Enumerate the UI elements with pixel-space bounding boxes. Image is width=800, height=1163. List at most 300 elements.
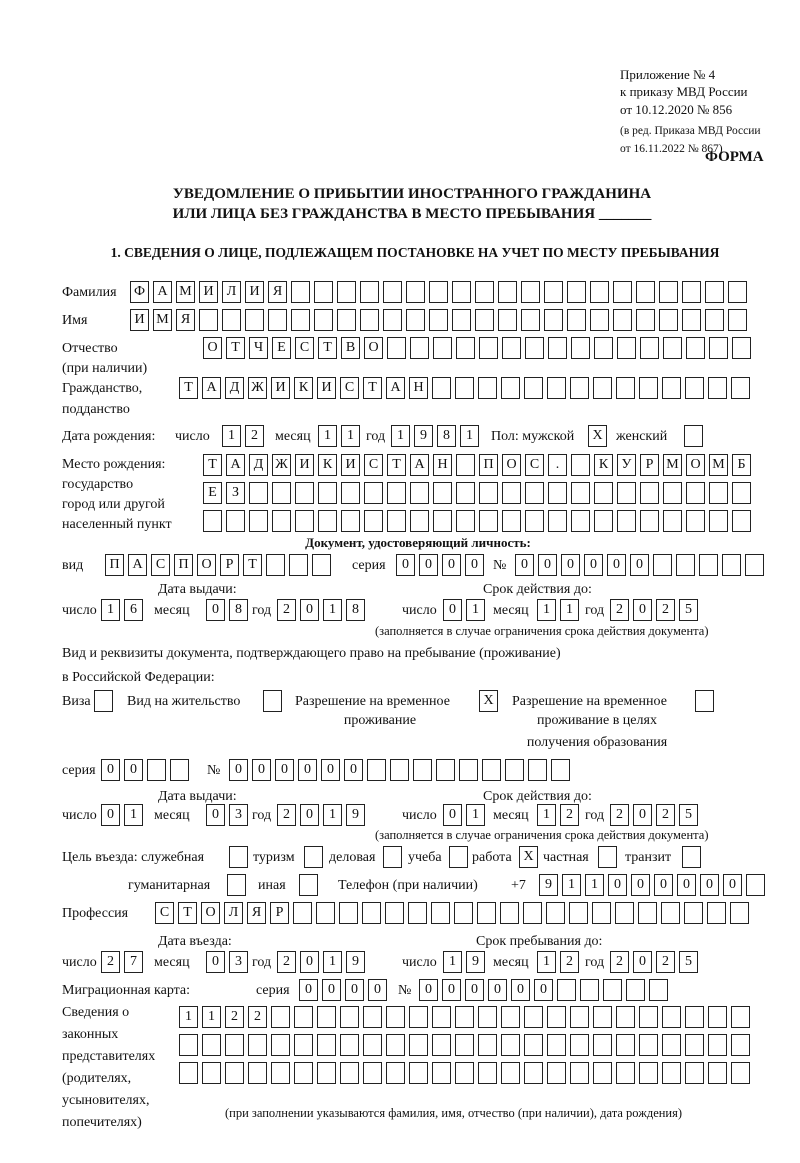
char-cell[interactable]: Д [249,454,268,476]
purpose-humanitarian-checkbox[interactable] [227,874,246,896]
char-cell[interactable]: 1 [562,874,581,896]
char-cell[interactable]: О [502,454,521,476]
char-cell[interactable] [524,1034,543,1056]
char-cell[interactable] [709,510,728,532]
char-cell[interactable]: О [197,554,216,576]
char-cell[interactable] [613,309,632,331]
char-cell[interactable]: 5 [679,599,698,621]
char-cell[interactable] [226,510,245,532]
char-cell[interactable]: 0 [229,759,248,781]
char-cell[interactable] [708,377,727,399]
char-cell[interactable]: 0 [654,874,673,896]
char-cell[interactable] [432,1034,451,1056]
char-cell[interactable]: О [364,337,383,359]
char-cell[interactable] [432,1006,451,1028]
char-cell[interactable]: 1 [537,804,556,826]
char-cell[interactable]: 0 [443,599,462,621]
char-cell[interactable]: Л [222,281,241,303]
char-cell[interactable] [547,1062,566,1084]
purpose-tourism-checkbox[interactable] [304,846,323,868]
char-cell[interactable]: С [155,902,174,924]
char-cell[interactable] [546,902,565,924]
char-cell[interactable] [699,554,718,576]
char-cell[interactable]: И [341,454,360,476]
char-cell[interactable]: 0 [465,554,484,576]
char-cell[interactable]: 9 [346,804,365,826]
char-cell[interactable]: 5 [679,951,698,973]
doc-number-field[interactable] [515,554,764,576]
char-cell[interactable]: С [295,337,314,359]
char-cell[interactable] [557,979,576,1001]
char-cell[interactable]: Е [272,337,291,359]
char-cell[interactable]: 2 [610,951,629,973]
char-cell[interactable] [685,377,704,399]
stay-number-field[interactable] [229,759,570,781]
char-cell[interactable]: 2 [610,599,629,621]
char-cell[interactable] [548,337,567,359]
char-cell[interactable] [502,337,521,359]
char-cell[interactable]: 2 [101,951,120,973]
char-cell[interactable] [387,482,406,504]
char-cell[interactable] [271,1062,290,1084]
char-cell[interactable]: 1 [443,951,462,973]
char-cell[interactable] [452,309,471,331]
char-cell[interactable] [731,1062,750,1084]
char-cell[interactable]: Б [732,454,751,476]
char-cell[interactable]: Т [387,454,406,476]
char-cell[interactable]: 2 [245,425,264,447]
sex-male-checkbox[interactable]: X [588,425,607,447]
birth-day-field[interactable] [222,425,264,447]
char-cell[interactable]: О [201,902,220,924]
char-cell[interactable]: 1 [124,804,143,826]
char-cell[interactable] [570,377,589,399]
profession-field[interactable] [155,902,749,924]
char-cell[interactable] [409,1034,428,1056]
char-cell[interactable] [413,759,432,781]
char-cell[interactable]: . [548,454,567,476]
char-cell[interactable]: Д [225,377,244,399]
char-cell[interactable] [571,510,590,532]
char-cell[interactable]: 0 [723,874,742,896]
char-cell[interactable]: А [410,454,429,476]
char-cell[interactable] [547,377,566,399]
char-cell[interactable] [731,377,750,399]
char-cell[interactable] [317,1062,336,1084]
char-cell[interactable]: 0 [321,759,340,781]
char-cell[interactable] [593,1034,612,1056]
residence-checkbox[interactable] [263,690,282,712]
char-cell[interactable] [363,1034,382,1056]
char-cell[interactable]: 5 [679,804,698,826]
char-cell[interactable]: О [686,454,705,476]
char-cell[interactable] [314,281,333,303]
char-cell[interactable]: И [130,309,149,331]
char-cell[interactable]: М [709,454,728,476]
char-cell[interactable] [456,510,475,532]
char-cell[interactable]: 1 [318,425,337,447]
char-cell[interactable]: 0 [206,951,225,973]
char-cell[interactable] [498,281,517,303]
char-cell[interactable] [202,1062,221,1084]
char-cell[interactable] [337,281,356,303]
stay-valid-month-field[interactable] [537,804,579,826]
char-cell[interactable] [594,482,613,504]
char-cell[interactable]: 0 [300,804,319,826]
char-cell[interactable]: 1 [391,425,410,447]
char-cell[interactable]: Л [224,902,243,924]
char-cell[interactable] [603,979,622,1001]
char-cell[interactable] [364,482,383,504]
char-cell[interactable] [524,1062,543,1084]
char-cell[interactable]: Ж [248,377,267,399]
char-cell[interactable] [636,281,655,303]
char-cell[interactable] [528,759,547,781]
char-cell[interactable] [341,510,360,532]
char-cell[interactable]: П [479,454,498,476]
char-cell[interactable] [478,1006,497,1028]
char-cell[interactable]: А [202,377,221,399]
char-cell[interactable]: 0 [442,554,461,576]
char-cell[interactable]: 0 [677,874,696,896]
char-cell[interactable] [593,1062,612,1084]
stay-issue-day-field[interactable] [101,804,143,826]
doc-type-field[interactable] [105,554,331,576]
char-cell[interactable] [272,482,291,504]
char-cell[interactable]: Ж [272,454,291,476]
char-cell[interactable] [544,309,563,331]
char-cell[interactable] [594,337,613,359]
issue-year-field[interactable] [277,599,365,621]
char-cell[interactable] [685,1006,704,1028]
char-cell[interactable] [170,759,189,781]
char-cell[interactable] [686,482,705,504]
name-field[interactable] [130,309,747,331]
char-cell[interactable]: Я [176,309,195,331]
char-cell[interactable]: 8 [346,599,365,621]
char-cell[interactable]: О [203,337,222,359]
char-cell[interactable] [337,309,356,331]
char-cell[interactable] [524,377,543,399]
char-cell[interactable]: Т [363,377,382,399]
char-cell[interactable] [567,309,586,331]
char-cell[interactable] [222,309,241,331]
char-cell[interactable] [626,979,645,1001]
citizenship-field[interactable] [179,377,750,399]
char-cell[interactable] [663,337,682,359]
char-cell[interactable] [341,482,360,504]
char-cell[interactable] [639,1062,658,1084]
char-cell[interactable]: К [594,454,613,476]
char-cell[interactable] [708,1006,727,1028]
char-cell[interactable] [661,902,680,924]
char-cell[interactable]: М [176,281,195,303]
char-cell[interactable] [548,482,567,504]
char-cell[interactable]: М [663,454,682,476]
char-cell[interactable] [383,309,402,331]
entry-day-field[interactable] [101,951,143,973]
char-cell[interactable] [640,482,659,504]
char-cell[interactable] [501,1006,520,1028]
char-cell[interactable] [685,1062,704,1084]
char-cell[interactable] [570,1062,589,1084]
char-cell[interactable]: 2 [560,804,579,826]
char-cell[interactable]: Н [433,454,452,476]
char-cell[interactable] [616,1006,635,1028]
char-cell[interactable]: 2 [277,951,296,973]
char-cell[interactable] [390,759,409,781]
char-cell[interactable] [340,1062,359,1084]
char-cell[interactable]: 2 [656,951,675,973]
char-cell[interactable] [271,1006,290,1028]
stay-issue-year-field[interactable] [277,804,365,826]
char-cell[interactable]: 0 [124,759,143,781]
migration-series-field[interactable] [299,979,387,1001]
char-cell[interactable]: 0 [368,979,387,1001]
char-cell[interactable] [387,510,406,532]
birthplace-field-1[interactable] [203,454,751,476]
char-cell[interactable]: 0 [396,554,415,576]
char-cell[interactable] [498,309,517,331]
char-cell[interactable]: И [245,281,264,303]
char-cell[interactable]: С [364,454,383,476]
char-cell[interactable] [436,759,455,781]
char-cell[interactable] [617,482,636,504]
char-cell[interactable]: 1 [537,599,556,621]
char-cell[interactable] [459,759,478,781]
char-cell[interactable]: 1 [323,951,342,973]
char-cell[interactable] [478,377,497,399]
char-cell[interactable] [199,309,218,331]
char-cell[interactable] [479,510,498,532]
char-cell[interactable]: 2 [656,804,675,826]
char-cell[interactable]: 0 [344,759,363,781]
char-cell[interactable] [709,482,728,504]
char-cell[interactable] [293,902,312,924]
char-cell[interactable] [266,554,285,576]
char-cell[interactable] [386,1034,405,1056]
char-cell[interactable] [615,902,634,924]
char-cell[interactable] [659,309,678,331]
char-cell[interactable] [570,1034,589,1056]
char-cell[interactable]: Т [318,337,337,359]
char-cell[interactable] [318,482,337,504]
char-cell[interactable] [524,1006,543,1028]
char-cell[interactable] [548,510,567,532]
char-cell[interactable]: Р [220,554,239,576]
stay-day-field[interactable] [443,951,485,973]
char-cell[interactable]: 0 [631,874,650,896]
char-cell[interactable] [479,482,498,504]
char-cell[interactable]: П [174,554,193,576]
char-cell[interactable] [732,510,751,532]
char-cell[interactable]: А [153,281,172,303]
char-cell[interactable] [525,510,544,532]
char-cell[interactable]: 0 [608,874,627,896]
char-cell[interactable]: 2 [610,804,629,826]
char-cell[interactable] [676,554,695,576]
char-cell[interactable]: Я [268,281,287,303]
purpose-transit-checkbox[interactable] [682,846,701,868]
char-cell[interactable]: 0 [419,554,438,576]
char-cell[interactable]: 2 [225,1006,244,1028]
char-cell[interactable] [248,1062,267,1084]
char-cell[interactable]: 0 [633,951,652,973]
char-cell[interactable] [478,1034,497,1056]
purpose-work-checkbox[interactable]: X [519,846,538,868]
char-cell[interactable]: Т [179,377,198,399]
char-cell[interactable] [616,1062,635,1084]
char-cell[interactable] [406,281,425,303]
char-cell[interactable]: 8 [229,599,248,621]
char-cell[interactable]: Т [203,454,222,476]
char-cell[interactable]: 1 [537,951,556,973]
char-cell[interactable] [662,1034,681,1056]
char-cell[interactable]: 0 [300,951,319,973]
char-cell[interactable]: 1 [460,425,479,447]
char-cell[interactable]: 1 [202,1006,221,1028]
char-cell[interactable] [294,1062,313,1084]
char-cell[interactable] [525,482,544,504]
temp-edu-checkbox[interactable] [695,690,714,712]
char-cell[interactable] [386,1006,405,1028]
char-cell[interactable] [638,902,657,924]
char-cell[interactable] [746,874,765,896]
char-cell[interactable]: 9 [414,425,433,447]
char-cell[interactable]: 2 [248,1006,267,1028]
char-cell[interactable] [409,1062,428,1084]
char-cell[interactable] [547,1034,566,1056]
char-cell[interactable]: З [226,482,245,504]
char-cell[interactable]: 1 [560,599,579,621]
char-cell[interactable] [431,902,450,924]
char-cell[interactable] [363,1062,382,1084]
char-cell[interactable] [291,309,310,331]
char-cell[interactable] [590,309,609,331]
stay-year-field[interactable] [610,951,698,973]
char-cell[interactable] [501,1062,520,1084]
birthplace-field-2[interactable] [203,482,751,504]
char-cell[interactable] [722,554,741,576]
char-cell[interactable] [709,337,728,359]
char-cell[interactable] [732,482,751,504]
birth-month-field[interactable] [318,425,360,447]
char-cell[interactable] [662,377,681,399]
char-cell[interactable] [686,337,705,359]
char-cell[interactable] [452,281,471,303]
char-cell[interactable] [686,510,705,532]
char-cell[interactable]: 0 [101,804,120,826]
char-cell[interactable]: 0 [607,554,626,576]
char-cell[interactable] [732,337,751,359]
char-cell[interactable]: А [226,454,245,476]
char-cell[interactable]: 2 [560,951,579,973]
char-cell[interactable] [663,482,682,504]
char-cell[interactable] [502,482,521,504]
stay-series-field[interactable] [101,759,189,781]
char-cell[interactable] [203,510,222,532]
purpose-other-checkbox[interactable] [299,874,318,896]
entry-month-field[interactable] [206,951,248,973]
char-cell[interactable] [317,1006,336,1028]
migration-number-field[interactable] [419,979,668,1001]
char-cell[interactable]: 9 [466,951,485,973]
char-cell[interactable] [289,554,308,576]
representatives-field-3[interactable] [179,1062,750,1084]
stay-valid-year-field[interactable] [610,804,698,826]
char-cell[interactable]: М [153,309,172,331]
char-cell[interactable] [455,1006,474,1028]
char-cell[interactable] [340,1006,359,1028]
char-cell[interactable] [406,309,425,331]
char-cell[interactable] [456,454,475,476]
char-cell[interactable] [245,309,264,331]
char-cell[interactable] [455,1062,474,1084]
valid-month-field[interactable] [537,599,579,621]
char-cell[interactable] [455,1034,474,1056]
char-cell[interactable]: 3 [229,804,248,826]
char-cell[interactable] [616,1034,635,1056]
char-cell[interactable]: 0 [511,979,530,1001]
char-cell[interactable]: 1 [179,1006,198,1028]
visa-checkbox[interactable] [94,690,113,712]
char-cell[interactable] [708,1034,727,1056]
char-cell[interactable] [202,1034,221,1056]
char-cell[interactable]: 0 [206,804,225,826]
char-cell[interactable]: 0 [465,979,484,1001]
char-cell[interactable] [745,554,764,576]
char-cell[interactable] [728,281,747,303]
char-cell[interactable] [312,554,331,576]
char-cell[interactable]: 2 [277,599,296,621]
doc-series-field[interactable] [396,554,484,576]
char-cell[interactable] [339,902,358,924]
char-cell[interactable] [731,1006,750,1028]
char-cell[interactable] [731,1034,750,1056]
char-cell[interactable] [639,377,658,399]
issue-month-field[interactable] [206,599,248,621]
temp-residence-checkbox[interactable]: X [479,690,498,712]
char-cell[interactable]: И [295,454,314,476]
char-cell[interactable]: 0 [584,554,603,576]
char-cell[interactable]: У [617,454,636,476]
char-cell[interactable]: 1 [323,804,342,826]
char-cell[interactable] [432,1062,451,1084]
char-cell[interactable] [387,337,406,359]
char-cell[interactable] [433,337,452,359]
char-cell[interactable] [639,1034,658,1056]
char-cell[interactable]: С [151,554,170,576]
char-cell[interactable]: 0 [633,804,652,826]
char-cell[interactable] [521,281,540,303]
phone-field[interactable] [539,874,765,896]
char-cell[interactable]: 0 [299,979,318,1001]
char-cell[interactable]: С [525,454,544,476]
char-cell[interactable]: 0 [443,804,462,826]
char-cell[interactable] [410,510,429,532]
char-cell[interactable] [640,337,659,359]
birth-year-field[interactable] [391,425,479,447]
char-cell[interactable] [707,902,726,924]
char-cell[interactable] [571,454,590,476]
char-cell[interactable]: И [271,377,290,399]
char-cell[interactable]: 2 [277,804,296,826]
char-cell[interactable] [501,377,520,399]
char-cell[interactable] [291,281,310,303]
char-cell[interactable]: 0 [300,599,319,621]
char-cell[interactable] [385,902,404,924]
char-cell[interactable] [360,281,379,303]
